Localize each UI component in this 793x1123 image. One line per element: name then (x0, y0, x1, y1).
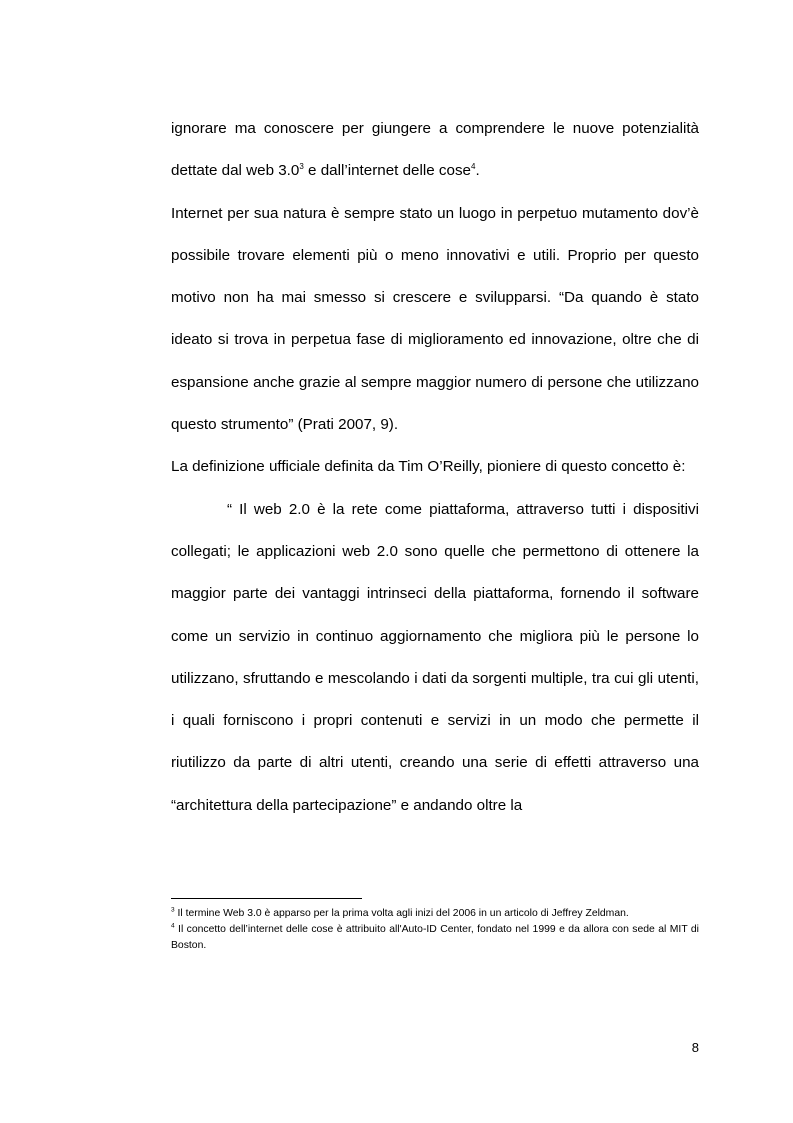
footnote-text: Il concetto dell’internet delle cose è attribuito all'Auto-ID Center, fondato nel 1999 e da allora con sede al MIT di Boston. (171, 923, 699, 951)
footnote-separator (171, 898, 362, 899)
footnote-ref-3[interactable]: 3 (299, 162, 304, 172)
footnote-number: 4 (171, 922, 175, 930)
paragraph-1-text-b: e dall’internet delle cose (303, 162, 471, 180)
footnote-text: Il termine Web 3.0 è apparso per la prima volta agli inizi del 2006 in un articolo di Jeffrey Zeldman. (174, 908, 629, 919)
footnotes (171, 906, 699, 953)
paragraph-1-text-c: . (475, 162, 480, 180)
paragraph-2: Internet per sua natura è sempre stato un luogo in perpetuo mutamento dov’è possibile trovare elementi più o meno innovativi e utili. Proprio per questo motivo non ha mai smesso si crescere e svilupparsi. “Da quando è stato ideato si trova in perpetua fase di miglioramento ed innovazione, oltre che di espansione anche grazie al sempre maggior numero di persone che utilizzano questo strumento” (Prati 2007, 9). (171, 204, 699, 434)
paragraph-3: La definizione ufficiale definita da Tim O’Reilly, pioniere di questo concetto è: (171, 458, 686, 476)
block-quote: “ Il web 2.0 è la rete come piattaforma, attraverso tutti i dispositivi collegati; le applicazioni web 2.0 sono quelle che permettono di ottenere la maggior parte dei vantaggi intrinseci della piattaforma, fornendo il software come un servizio in continuo aggiornamento che migliora più le persone lo utilizzano, sfruttando e mescolando i dati da sorgenti multiple, tra cui gli utenti, i quali forniscono i propri contenuti e servizi in un modo che permette il riutilizzo da parte di altri utenti, creando una serie di effetti attraverso una “architettura della partecipazione” e andando oltre la (171, 500, 699, 814)
paragraph-1-text-a: ignorare ma conoscere per giungere a comprendere le nuove potenzialità dettate dal web 3.0 (171, 120, 699, 180)
footnote-number: 3 (171, 906, 175, 914)
footnote-4 (171, 922, 699, 954)
paragraph-1 (171, 108, 699, 193)
body-text (171, 108, 699, 827)
page-number: 8 (691, 1040, 699, 1055)
footnote-ref-4[interactable]: 4 (470, 162, 476, 172)
footnote-3 (171, 906, 699, 922)
